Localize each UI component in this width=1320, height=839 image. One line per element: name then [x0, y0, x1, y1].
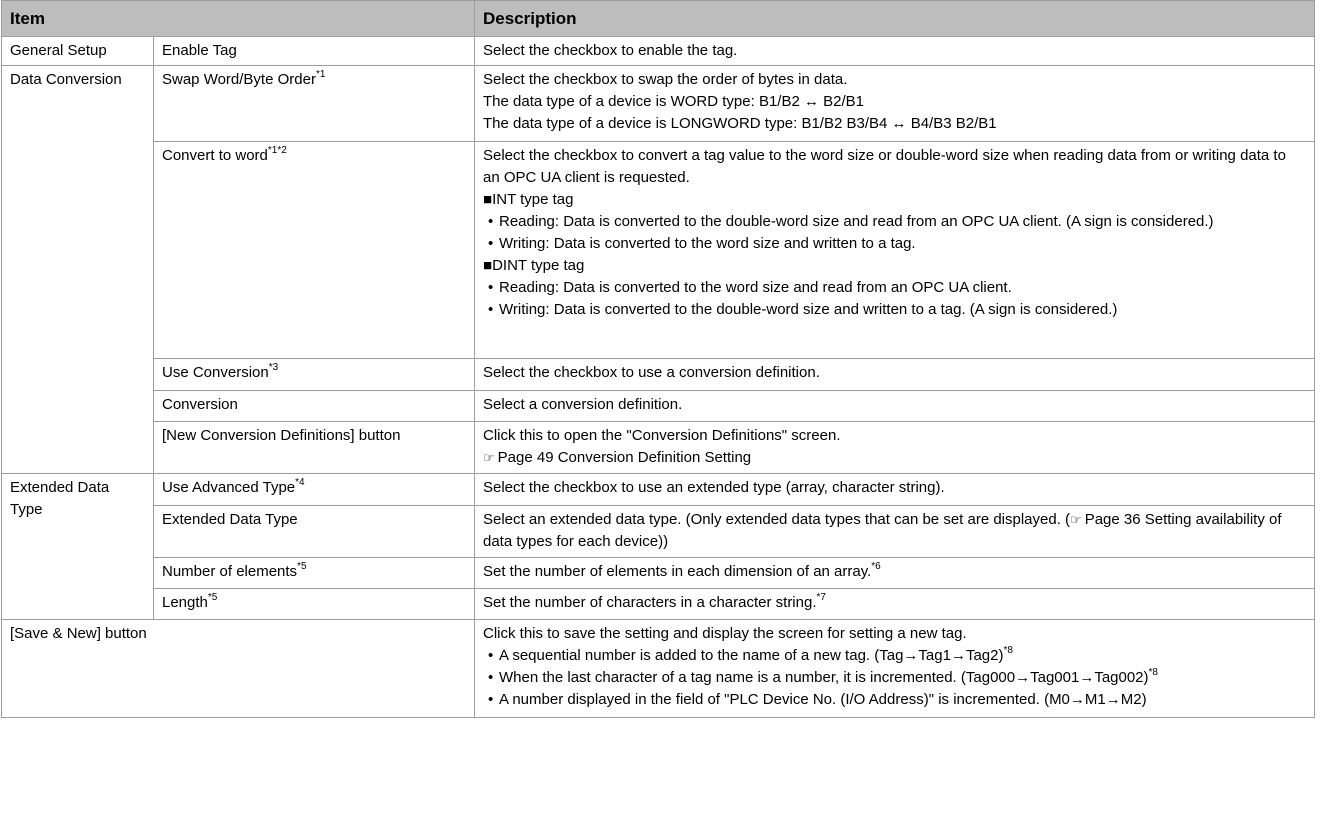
desc-number-of-elements: Set the number of elements in each dimension of an array.$^{*6}$ [475, 558, 1315, 589]
table-row [2, 66, 1315, 142]
table-row [2, 359, 1315, 391]
table-row [2, 142, 1315, 359]
table-row [2, 558, 1315, 589]
group-data-conversion: Data Conversion [2, 66, 154, 474]
item-number-of-elements: Number of elements$^{*5}$ [154, 558, 475, 589]
header-item: Item [2, 1, 475, 37]
header-description: Description [475, 1, 1315, 37]
desc-convert-to-word: Select the checkbox to convert a tag value to the word size or double-word size when reading data from or writing data to an OPC UA client is requested. ■ INT type tag • Reading: Data is converted to the double-word size and read from an OPC UA client. (A sign is considered.) • Writing: Data is converted to the word size and written to a tag. ■ DINT type tag • Reading: Data is converted to the word size and read from an OPC UA client. • Writing: Data is converted to the double-word size and written to a tag. (A sign is considered.) [475, 142, 1315, 359]
item-new-conversion-definitions: [New Conversion Definitions] button [154, 422, 475, 474]
desc-use-conversion: Select the checkbox to use a conversion definition. [475, 359, 1315, 391]
table-row [2, 620, 1315, 718]
item-save-and-new: [Save & New] button [2, 620, 475, 718]
table-row [2, 589, 1315, 620]
int-type-heading: ■ INT type tag [483, 189, 1306, 211]
table-row [2, 422, 1315, 474]
table-row [2, 506, 1315, 558]
dint-type-heading: ■ DINT type tag [483, 255, 1306, 277]
footnote-ref: *5 [207, 592, 218, 603]
desc-use-advanced-type: Select the checkbox to use an extended type (array, character string). [475, 474, 1315, 506]
table-row [2, 474, 1315, 506]
desc-enable-tag: Select the checkbox to enable the tag. [475, 37, 1315, 66]
reference-page-icon: ☞ [483, 450, 495, 465]
footnote-ref: *8 [1148, 667, 1158, 678]
reference-page-icon: ☞ [1070, 512, 1082, 527]
footnote-ref: *8 [1003, 645, 1013, 656]
footnote-ref: *7 [816, 592, 826, 603]
table-row [2, 391, 1315, 422]
item-swap-order: Swap Word/Byte Order$^{*1}$ [154, 66, 475, 142]
item-length: Length$^{*5}$ [154, 589, 475, 620]
ref-conversion-definition-setting[interactable]: Page 49 Conversion Definition Setting [497, 449, 752, 466]
footnote-ref: *6 [871, 561, 881, 572]
group-general-setup: General Setup [2, 37, 154, 66]
table-row [2, 37, 1315, 66]
item-conversion: Conversion [154, 391, 475, 422]
desc-save-and-new: Click this to save the setting and display the screen for setting a new tag. • A sequential number is added to the name of a new tag. $(Tag\to Tag1\to Tag2)^{*8}$ • When the last character of a tag name is a number, it is incremented. $(Tag000\to Tag001\to Tag002)^{*8}$ • A number displayed in the field of "PLC Device No. (I/O Address)" is incremented. (M0→M1→M2) [475, 620, 1315, 718]
desc-extended-data-type: Select an extended data type. (Only extended data types that can be set are displayed. (☞ Page 36 Setting availability of data types for each device)) [475, 506, 1315, 558]
desc-swap-order: Select the checkbox to swap the order of bytes in data. The data type of a device is WORD type: B1/B2 ↔ B2/B1 The data type of a device is LONGWORD type: B1/B2 B3/B4 ↔ B4/B3 B2/B1 [475, 66, 1315, 142]
item-use-conversion: Use Conversion$^{*3}$ [154, 359, 475, 391]
settings-table [1, 0, 1315, 718]
item-extended-data-type: Extended Data Type [154, 506, 475, 558]
item-enable-tag: Enable Tag [154, 37, 475, 66]
desc-length: Set the number of characters in a character string.$^{*7}$ [475, 589, 1315, 620]
desc-conversion: Select a conversion definition. [475, 391, 1315, 422]
ref-data-type-availability[interactable]: Page 36 Setting availability of data types for each device [483, 511, 1282, 550]
footnote-ref: *3 [268, 362, 279, 373]
footnote-ref: *1 [315, 69, 326, 80]
footnote-ref: *4 [295, 477, 305, 488]
footnote-ref: *5 [297, 561, 307, 572]
item-convert-to-word: Convert to word$^{*1*2}$ [154, 142, 475, 359]
desc-new-conversion-definitions: Click this to open the "Conversion Definitions" screen. ☞ Page 49 Conversion Definition Setting [475, 422, 1315, 474]
group-extended-data-type: Extended Data Type [2, 474, 154, 620]
footnote-ref: *1*2 [267, 145, 287, 156]
item-use-advanced-type: Use Advanced Type$^{*4}$ [154, 474, 475, 506]
table-header-row [2, 1, 1315, 37]
